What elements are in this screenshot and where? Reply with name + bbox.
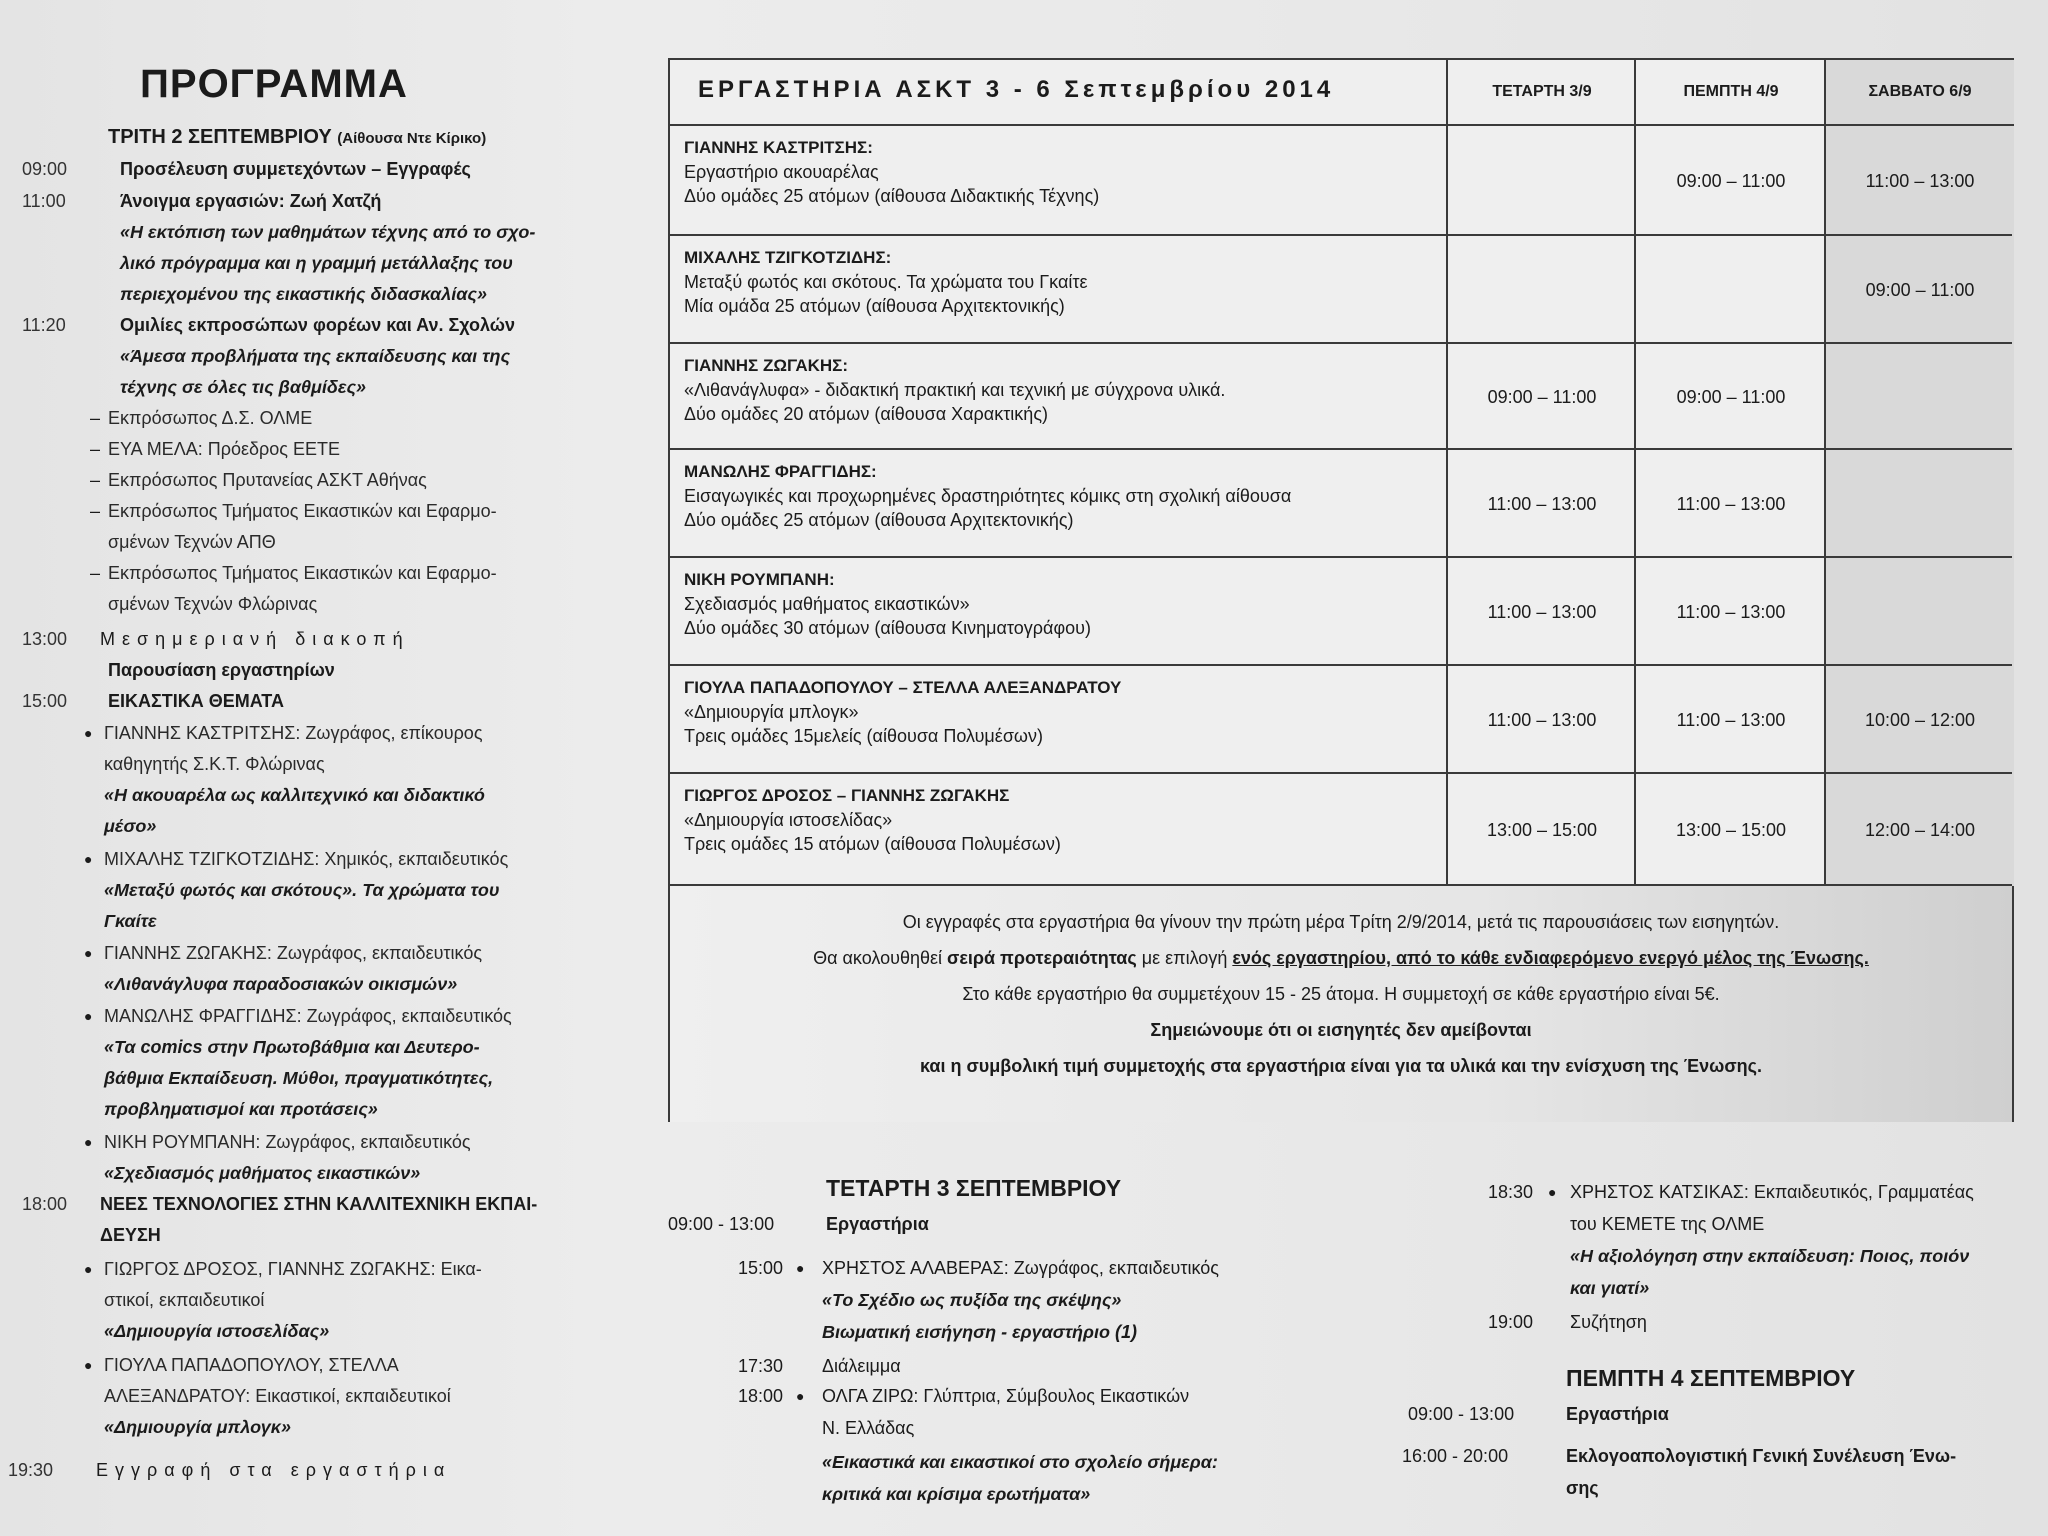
bullet-icon: ● (84, 1008, 93, 1024)
table-row (670, 556, 2012, 666)
bullet-icon: ● (84, 851, 93, 867)
right-text: Συζήτηση (1570, 1312, 1647, 1332)
workshop-title: Εργαστήριο ακουαρέλας (684, 162, 879, 182)
wednesday-heading: ΤΕΤΑΡΤΗ 3 ΣΕΠΤΕΜΒΡΙΟΥ (826, 1175, 1122, 1201)
note-line-priority (670, 948, 2012, 969)
right-text: του ΚΕΜΕΤΕ της ΟΛΜΕ (1570, 1214, 1765, 1234)
workshop-groups: Δύο ομάδες 25 ατόμων (αίθουσα Αρχιτεκτονικής) (684, 510, 1074, 530)
note-text: Θα ακολουθηθεί (813, 948, 947, 968)
speaker-text: ΑΛΕΞΑΝΔΡΑΤΟΥ: Εικαστικοί, εκπαιδευτικοί (104, 1386, 451, 1406)
speaker-text: «Δημιουργία μπλογκ» (104, 1417, 291, 1437)
slot-wed: 11:00 – 13:00 (1446, 666, 1636, 774)
entry-text: ΝΕΕΣ ΤΕΧΝΟΛΟΓΙΕΣ ΣΤΗΝ ΚΑΛΛΙΤΕΧΝΙΚΗ ΕΚΠΑΙ- (100, 1194, 538, 1214)
slot-thu: 13:00 – 15:00 (1634, 774, 1826, 886)
rep-text: Εκπρόσωπος Τμήματος Εικαστικών και Εφαρμο- (108, 563, 497, 583)
entry-text: Μεσημεριανή διακοπή (100, 629, 410, 649)
wed-time: 18:00 (738, 1386, 784, 1406)
workshop-title: «Λιθανάγλυφα» - διδακτική πρακτική και τεχνική με σύγχρονα υλικά. (684, 380, 1226, 400)
right-text: ΧΡΗΣΤΟΣ ΚΑΤΣΙΚΑΣ: Εκπαιδευτικός, Γραμματέας (1570, 1182, 1974, 1202)
entry-text: λικό πρόγραμμα και η γραμμή μετάλλαξης του (120, 253, 513, 273)
dash-icon: – (90, 470, 101, 490)
workshop-leader: ΓΙΩΡΓΟΣ ΔΡΟΣΟΣ – ΓΙΑΝΝΗΣ ΖΩΓΑΚΗΣ (684, 786, 1010, 805)
dash-icon: – (90, 563, 101, 583)
workshop-title: Μεταξύ φωτός και σκότους. Τα χρώματα του Γκαίτε (684, 272, 1088, 292)
right-text: και γιατί» (1570, 1278, 1650, 1298)
workshop-info (684, 568, 1444, 640)
entry-time: 13:00 (22, 629, 68, 649)
day-heading-tuesday (108, 126, 486, 149)
dash-icon: – (90, 439, 101, 459)
speaker-text: ΜΑΝΩΛΗΣ ΦΡΑΓΓΙΔΗΣ: Ζωγράφος, εκπαιδευτικός (104, 1006, 512, 1026)
slot-thu: 09:00 – 11:00 (1634, 344, 1826, 450)
workshop-leader: ΜΑΝΩΛΗΣ ΦΡΑΓΓΙΔΗΣ: (684, 462, 877, 481)
bullet-icon: ● (84, 725, 93, 741)
note-text-bold: ενός εργαστηρίου, από το κάθε ενδιαφερόμενο ενεργό μέλος της Ένωσης. (1232, 948, 1869, 968)
slot-thu (1634, 236, 1826, 344)
note-line: Οι εγγραφές στα εργαστήρια θα γίνουν την πρώτη μέρα Τρίτη 2/9/2014, μετά τις παρουσιάσεις των εισηγητών. (902, 912, 1780, 932)
note-text: με επιλογή (1136, 948, 1233, 968)
entry-text: Παρουσίαση εργαστηρίων (108, 660, 335, 680)
right-time: 19:00 (1488, 1312, 1534, 1332)
right-text: Εκλογοαπολογιστική Γενική Συνέλευση Ένω- (1566, 1446, 1957, 1466)
speaker-text: ΓΙΟΥΛΑ ΠΑΠΑΔΟΠΟΥΛΟΥ, ΣΤΕΛΛΑ (104, 1355, 399, 1375)
wed-time: 09:00 - 13:00 (668, 1214, 775, 1234)
wed-text: κριτικά και κρίσιμα ερωτήματα» (822, 1484, 1091, 1504)
workshop-leader: ΓΙΑΝΝΗΣ ΚΑΣΤΡΙΤΣΗΣ: (684, 138, 873, 157)
speaker-text: Γκαίτε (104, 911, 157, 931)
wed-time: 15:00 (738, 1258, 784, 1278)
rep-text: Εκπρόσωπος Δ.Σ. ΟΛΜΕ (108, 408, 313, 428)
slot-sat: 11:00 – 13:00 (1824, 126, 2014, 236)
table-title: ΕΡΓΑΣΤΗΡΙΑ ΑΣΚΤ 3 - 6 Σεπτεμβρίου 2014 (698, 76, 1335, 103)
speaker-text: «Μεταξύ φωτός και σκότους». Τα χρώματα του (104, 880, 500, 900)
table-row (670, 772, 2012, 886)
day-heading-text: ΤΡΙΤΗ 2 ΣΕΠΤΕΜΒΡΙΟΥ (108, 126, 332, 148)
entry-text: τέχνης σε όλες τις βαθμίδες» (120, 377, 367, 397)
workshop-groups: Δύο ομάδες 30 ατόμων (αίθουσα Κινηματογράφου) (684, 618, 1091, 638)
rep-text: σμένων Τεχνών Φλώρινας (108, 594, 318, 614)
workshop-info (684, 246, 1444, 318)
slot-wed (1446, 236, 1636, 344)
workshops-table (668, 58, 2014, 1122)
col-header-thu: ΠΕΜΠΤΗ 4/9 (1634, 60, 1826, 124)
bullet-icon: ● (1548, 1184, 1557, 1200)
wed-text: ΧΡΗΣΤΟΣ ΑΛΑΒΕΡΑΣ: Ζωγράφος, εκπαιδευτικός (822, 1258, 1219, 1278)
thursday-heading: ΠΕΜΠΤΗ 4 ΣΕΠΤΕΜΒΡΙΟΥ (1566, 1365, 1856, 1391)
table-row (670, 124, 2012, 236)
note-line: Στο κάθε εργαστήριο θα συμμετέχουν 15 - 25 άτομα. Η συμμετοχή σε κάθε εργαστήριο είναι 5€. (962, 984, 1720, 1004)
entry-text: Ομιλίες εκπροσώπων φορέων και Αν. Σχολών (120, 315, 515, 335)
registration-note (670, 884, 2012, 1122)
slot-thu: 11:00 – 13:00 (1634, 558, 1826, 666)
speaker-text: «Δημιουργία ιστοσελίδας» (104, 1321, 330, 1341)
wed-text: «Εικαστικά και εικαστικοί στο σχολείο σήμερα: (822, 1452, 1218, 1472)
col-header-sat: ΣΑΒΒΑΤΟ 6/9 (1824, 60, 2014, 124)
wed-text: «Το Σχέδιο ως πυξίδα της σκέψης» (822, 1290, 1122, 1310)
table-row (670, 448, 2012, 558)
right-text: σης (1566, 1478, 1599, 1498)
workshop-title: Σχεδιασμός μαθήματος εικαστικών» (684, 594, 970, 614)
entry-text: Άνοιγμα εργασιών: Ζωή Χατζή (120, 191, 382, 211)
workshop-info (684, 784, 1444, 856)
workshop-leader: ΓΙΟΥΛΑ ΠΑΠΑΔΟΠΟΥΛΟΥ – ΣΤΕΛΛΑ ΑΛΕΞΑΝΔΡΑΤΟΥ (684, 678, 1122, 697)
slot-wed: 13:00 – 15:00 (1446, 774, 1636, 886)
speaker-text: βάθμια Εκπαίδευση. Μύθοι, πραγματικότητες, (104, 1068, 494, 1088)
slot-thu: 11:00 – 13:00 (1634, 450, 1826, 558)
right-time: 09:00 - 13:00 (1408, 1404, 1515, 1424)
entry-time: 19:30 (8, 1460, 54, 1480)
entry-text: «Η εκτόπιση των μαθημάτων τέχνης από το σχο- (120, 222, 536, 242)
workshop-leader: ΜΙΧΑΛΗΣ ΤΖΙΓΚΟΤΖΙΔΗΣ: (684, 248, 892, 267)
speaker-text: προβληματισμοί και προτάσεις» (104, 1099, 378, 1119)
wed-text: Βιωματική εισήγηση - εργαστήριο (1) (822, 1322, 1137, 1342)
speaker-text: ΝΙΚΗ ΡΟΥΜΠΑΝΗ: Ζωγράφος, εκπαιδευτικός (104, 1132, 471, 1152)
wed-text: ΟΛΓΑ ΖΙΡΩ: Γλύπτρια, Σύμβουλος Εικαστικών (822, 1386, 1190, 1406)
workshop-leader: ΓΙΑΝΝΗΣ ΖΩΓΑΚΗΣ: (684, 356, 849, 375)
program-column (0, 0, 600, 1536)
speaker-text: καθηγητής Σ.Κ.Τ. Φλώρινας (104, 754, 325, 774)
speaker-text: ΓΙΩΡΓΟΣ ΔΡΟΣΟΣ, ΓΙΑΝΝΗΣ ΖΩΓΑΚΗΣ: Εικα- (104, 1259, 482, 1279)
workshop-groups: Δύο ομάδες 25 ατόμων (αίθουσα Διδακτικής Τέχνης) (684, 186, 1100, 206)
speaker-text: «Η ακουαρέλα ως καλλιτεχνικό και διδακτικό (104, 785, 485, 805)
workshop-info (684, 460, 1444, 532)
dash-icon: – (90, 501, 101, 521)
dash-icon: – (90, 408, 101, 428)
slot-wed: 11:00 – 13:00 (1446, 450, 1636, 558)
right-time: 16:00 - 20:00 (1402, 1446, 1509, 1466)
note-line: Σημειώνουμε ότι οι εισηγητές δεν αμείβονται (1150, 1020, 1532, 1040)
bullet-icon: ● (84, 1261, 93, 1277)
slot-sat (1824, 450, 2014, 558)
workshop-groups: Τρεις ομάδες 15 ατόμων (αίθουσα Πολυμέσων) (684, 834, 1061, 854)
rep-text: ΕΥΑ ΜΕΛΑ: Πρόεδρος ΕΕΤΕ (108, 439, 340, 459)
table-row (670, 342, 2012, 450)
rep-text: Εκπρόσωπος Τμήματος Εικαστικών και Εφαρμο- (108, 501, 497, 521)
note-line: και η συμβολική τιμή συμμετοχής στα εργαστήρια είναι για τα υλικά και την ενίσχυση της Ένωσης. (919, 1056, 1763, 1076)
entry-time: 09:00 (22, 159, 68, 179)
day-heading-room: (Αίθουσα Ντε Κίρικο) (337, 130, 487, 147)
slot-wed: 11:00 – 13:00 (1446, 558, 1636, 666)
workshop-info (684, 136, 1444, 208)
wed-text: Διάλειμμα (822, 1356, 901, 1376)
slot-sat: 09:00 – 11:00 (1824, 236, 2014, 344)
entry-text: Εγγραφή στα εργαστήρια (96, 1460, 452, 1480)
bullet-icon: ● (796, 1388, 805, 1404)
speaker-text: ΓΙΑΝΝΗΣ ΖΩΓΑΚΗΣ: Ζωγράφος, εκπαιδευτικός (104, 943, 483, 963)
workshop-title: «Δημιουργία μπλογκ» (684, 702, 859, 722)
slot-wed: 09:00 – 11:00 (1446, 344, 1636, 450)
speaker-text: ΓΙΑΝΝΗΣ ΚΑΣΤΡΙΤΣΗΣ: Ζωγράφος, επίκουρος (104, 723, 483, 743)
workshop-info (684, 354, 1444, 426)
table-row (670, 234, 2012, 344)
wed-text: Εργαστήρια (826, 1214, 929, 1234)
bullet-icon: ● (84, 945, 93, 961)
workshop-leader: ΝΙΚΗ ΡΟΥΜΠΑΝΗ: (684, 570, 835, 589)
speaker-text: «Λιθανάγλυφα παραδοσιακών οικισμών» (104, 974, 458, 994)
note-text-bold: σειρά προτεραιότητας (947, 948, 1137, 968)
entry-text: Προσέλευση συμμετεχόντων – Εγγραφές (120, 159, 471, 179)
rep-text: σμένων Τεχνών ΑΠΘ (108, 532, 276, 552)
entry-time: 15:00 (22, 691, 68, 711)
entry-time: 18:00 (22, 1194, 68, 1214)
workshop-title: «Δημιουργία ιστοσελίδας» (684, 810, 893, 830)
bullet-icon: ● (84, 1134, 93, 1150)
wed-time: 17:30 (738, 1356, 784, 1376)
speaker-text: «Τα comics στην Πρωτοβάθμια και Δευτερο- (104, 1037, 480, 1057)
slot-sat: 12:00 – 14:00 (1824, 774, 2014, 886)
speaker-text: «Σχεδιασμός μαθήματος εικαστικών» (104, 1163, 421, 1183)
bullet-icon: ● (796, 1260, 805, 1276)
entry-text: ΔΕΥΣΗ (100, 1225, 161, 1245)
workshop-groups: Τρεις ομάδες 15μελείς (αίθουσα Πολυμέσων) (684, 726, 1043, 746)
speaker-text: ΜΙΧΑΛΗΣ ΤΖΙΓΚΟΤΖΙΔΗΣ: Χημικός, εκπαιδευτικός (104, 849, 509, 869)
slot-sat (1824, 344, 2014, 450)
entry-time: 11:20 (22, 315, 66, 335)
right-text: Εργαστήρια (1566, 1404, 1669, 1424)
right-time: 18:30 (1488, 1182, 1534, 1202)
slot-wed (1446, 126, 1636, 236)
right-text: «Η αξιολόγηση στην εκπαίδευση: Ποιος, ποιόν (1570, 1246, 1970, 1266)
rep-text: Εκπρόσωπος Πρυτανείας ΑΣΚΤ Αθήνας (108, 470, 427, 490)
slot-sat: 10:00 – 12:00 (1824, 666, 2014, 774)
workshop-title: Εισαγωγικές και προχωρημένες δραστηριότητες κόμικς στη σχολική αίθουσα (684, 486, 1292, 506)
entry-time: 11:00 (22, 191, 66, 211)
table-row (670, 664, 2012, 774)
bullet-icon: ● (84, 1357, 93, 1373)
entry-text: «Άμεσα προβλήματα της εκπαίδευσης και της (120, 346, 511, 366)
wed-text: Ν. Ελλάδας (822, 1418, 915, 1438)
workshop-info (684, 676, 1444, 748)
slot-thu: 09:00 – 11:00 (1634, 126, 1826, 236)
entry-text: περιεχομένου της εικαστικής διδασκαλίας» (120, 284, 487, 304)
col-header-wed: ΤΕΤΑΡΤΗ 3/9 (1446, 60, 1636, 124)
program-title: ΠΡΟΓΡΑΜΜΑ (140, 62, 408, 106)
workshop-groups: Μία ομάδα 25 ατόμων (αίθουσα Αρχιτεκτονικής) (684, 296, 1065, 316)
speaker-text: στικοί, εκπαιδευτικοί (104, 1290, 265, 1310)
slot-thu: 11:00 – 13:00 (1634, 666, 1826, 774)
speaker-text: μέσο» (104, 816, 157, 836)
entry-text: ΕΙΚΑΣΤΙΚΑ ΘΕΜΑΤΑ (108, 691, 284, 711)
table-header-row (670, 60, 2012, 124)
slot-sat (1824, 558, 2014, 666)
workshop-groups: Δύο ομάδες 20 ατόμων (αίθουσα Χαρακτικής) (684, 404, 1048, 424)
